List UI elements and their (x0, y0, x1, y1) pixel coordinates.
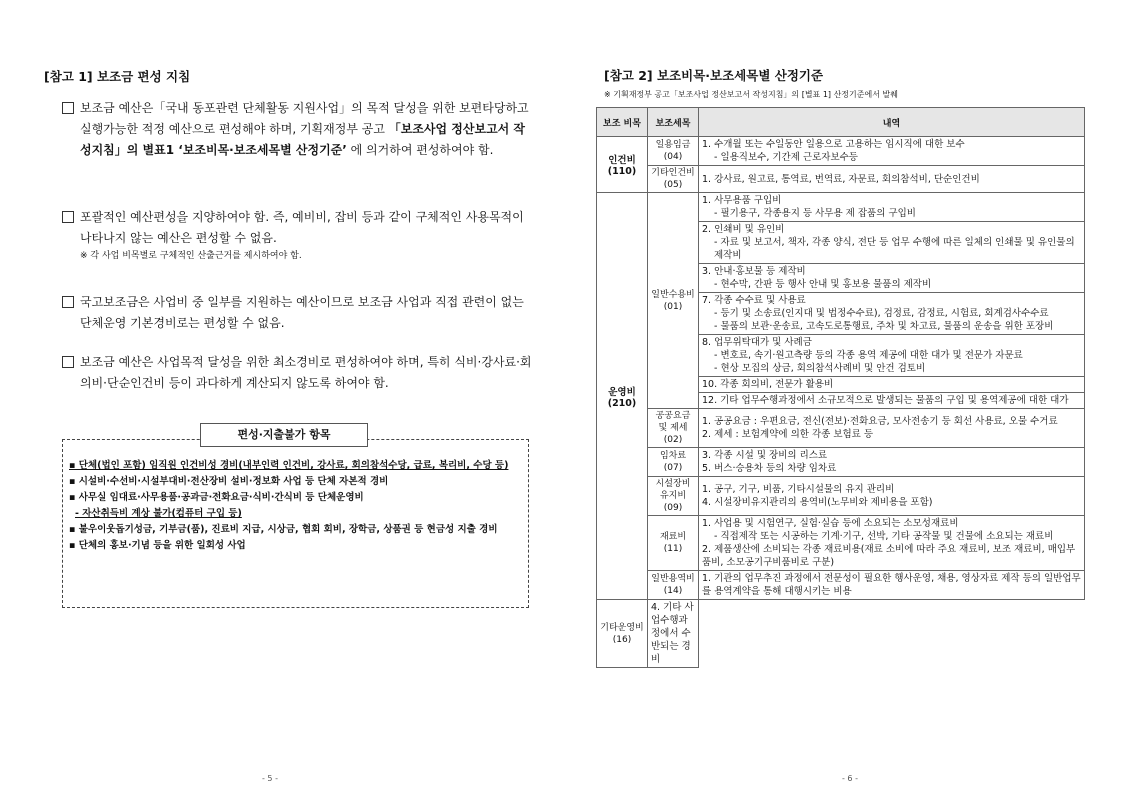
guideline-item-2 (62, 207, 532, 263)
sub-cell: 일용임금 (04) (648, 137, 699, 166)
page-number: - 5 - (262, 774, 278, 783)
detail-cell (699, 448, 1085, 477)
right-page (560, 0, 1121, 793)
sub-cell: 임차료 (07) (648, 448, 699, 477)
detail-cell: 12. 기타 업무수행과정에서 소규모적으로 발생되는 물품의 구입 및 용역제공에 대한 대가 (699, 393, 1085, 409)
checkbox-square-icon (62, 356, 74, 368)
sub-cell: 기타운영비 (16) (597, 600, 648, 668)
table-row (597, 600, 1085, 668)
detail-line: 1. 사무용품 구입비 (702, 195, 782, 206)
guideline-2-text: 포괄적인 예산편성을 지양하여야 함. 즉, 예비비, 잡비 등과 같이 구체적인 사용목적이 나타나지 않는 예산은 편성할 수 없음. (80, 210, 524, 245)
detail-line: - 현수막, 간판 등 행사 안내 및 홍보용 물품의 제작비 (714, 279, 932, 290)
table-row (597, 477, 1085, 516)
checkbox-square-icon (62, 102, 74, 114)
cat-operation: 운영비 (210) (597, 193, 648, 600)
sub-cell: 공공요금 및 제세(02) (648, 409, 699, 448)
restricted-item: ▪ 불우이웃돕기성금, 기부금(품), 진료비 지급, 시상금, 협회 회비, 장학금, 상품권 등 현금성 지출 경비 (69, 524, 498, 535)
guideline-2-note: ※ 각 사업 비목별로 구체적인 산출근거를 제시하여야 함. (80, 251, 302, 261)
section-title-guidelines: [참고 1] 보조금 편성 지침 (44, 69, 191, 84)
detail-cell (699, 222, 1085, 264)
table-header-row (597, 108, 1085, 137)
guideline-item-3 (62, 292, 532, 334)
detail-cell (699, 409, 1085, 448)
detail-line: 8. 업무위탁대가 및 사례금 (702, 337, 812, 348)
detail-line: 1. 공구, 기구, 비품, 기타시설물의 유지 관리비 (702, 484, 895, 495)
detail-line: 2. 인쇄비 및 유인비 (702, 224, 785, 235)
header-detail: 내역 (699, 108, 1085, 137)
detail-cell: 1. 강사료, 원고료, 통역료, 번역료, 자문료, 회의참석비, 단순인건비 (699, 166, 1085, 193)
sub-cell: 기타인건비 (05) (648, 166, 699, 193)
detail-cell: 4. 기타 사업수행과정에서 수반되는 경비 (648, 600, 699, 668)
guideline-1-text-bold: 「보조사업 정산보고서 작성지침」의 별표1 ‘보조비목·보조세목별 산정기준’ (80, 122, 526, 157)
detail-cell (699, 193, 1085, 222)
cat-personnel: 인건비 (110) (597, 137, 648, 193)
detail-line: - 등기 및 소송료(인지대 및 법정수수료), 검정료, 감정료, 시험료, 회계검사수수료 (714, 308, 1049, 319)
detail-line: 1. 공공요금 : 우편요금, 전신(전보)·전화요금, 모사전송기 등 회선 사용료, 오물 수거료 (702, 416, 1058, 427)
page-number: - 6 - (842, 774, 858, 783)
guideline-1-text-a: 보조금 예산은「국내 동포관련 단체활동 지원사업」의 목적 달성을 위한 보편타당하고 실행가능한 적정 예산으로 편성해야 하며, 기획재정부 공고 (80, 101, 529, 136)
detail-line: - 직접제작 또는 시공하는 기계·기구, 선박, 기타 공작물 및 건물에 소요되는 재료비 (714, 531, 1054, 542)
restricted-item: ▪ 단체(법인 포함) 임직원 인건비성 경비(내부인력 인건비, 강사료, 회의참석수당, 급료, 복리비, 수당 등) (69, 460, 509, 471)
detail-cell (699, 335, 1085, 377)
detail-line: 2. 제품생산에 소비되는 각종 재료비용(재료 소비에 따라 주요 재료비, 보조 재료비, 매입부품비, 소모공기구비품비로 구분) (702, 544, 1076, 568)
detail-line: 1. 수개월 또는 수일동안 일용으로 고용하는 임시직에 대한 보수 (702, 139, 965, 150)
guideline-item-4 (62, 352, 532, 394)
table-row (597, 193, 1085, 222)
guideline-4-text: 보조금 예산은 사업목적 달성을 위한 최소경비로 편성하여야 하며, 특히 식비·강사료·회의비·단순인건비 등이 과다하게 계산되지 않도록 하여야 함. (80, 355, 532, 390)
detail-line: 3. 각종 시설 및 장비의 리스료 (702, 450, 828, 461)
left-page (0, 0, 560, 793)
guideline-item-1 (62, 98, 532, 161)
sub-cell: 일반수용비 (01) (648, 193, 699, 409)
restricted-items-list (69, 458, 524, 554)
restricted-item: ▪ 사무실 임대료·사무용품·공과금·전화요금·식비·간식비 등 단체운영비 (69, 492, 364, 503)
restricted-item: - 자산취득비 계상 불가(컴퓨터 구입 등) (75, 508, 242, 519)
detail-line: - 자료 및 보고서, 책자, 각종 양식, 전단 등 업무 수행에 따른 일체의 인쇄물 및 유인물의 제작비 (714, 237, 1075, 261)
restricted-items-title: 편성·지출불가 항목 (200, 423, 368, 447)
guideline-3-text: 국고보조금은 사업비 중 일부를 지원하는 예산이므로 보조금 사업과 직접 관련이 없는 단체운영 기본경비로는 편성할 수 없음. (80, 295, 524, 330)
detail-line: - 일용직보수, 기간제 근로자보수등 (714, 152, 858, 163)
header-cat: 보조 비목 (597, 108, 648, 137)
restricted-item: ▪ 시설비·수선비·시설부대비·전산장비 설비·정보화 사업 등 단체 자본적 경비 (69, 476, 389, 487)
guideline-1-text-c: 에 의거하여 편성하여야 함. (350, 143, 494, 157)
criteria-table (596, 107, 1085, 668)
checkbox-square-icon (62, 296, 74, 308)
checkbox-square-icon (62, 211, 74, 223)
detail-line: 2. 제세 : 보험계약에 의한 각종 보험료 등 (702, 429, 874, 440)
table-row (597, 448, 1085, 477)
source-note: ※ 기획재정부 공고「보조사업 정산보고서 작성지침」의 [별표 1] 산정기준에서 발췌 (604, 90, 898, 99)
detail-line: 4. 시설장비유지관리의 용역비(노무비와 제비용을 포함) (702, 497, 933, 508)
detail-line: 1. 사업용 및 시험연구, 실험·실습 등에 소요되는 소모성재료비 (702, 518, 959, 529)
detail-cell: 1. 기관의 업무추진 과정에서 전문성이 필요한 행사운영, 채용, 영상자료 제작 등의 일반업무를 용역계약을 통해 대행시키는 비용 (699, 571, 1085, 600)
detail-cell (699, 264, 1085, 293)
detail-cell: 10. 각종 회의비, 전문가 활용비 (699, 377, 1085, 393)
sub-cell: 시설장비 유지비(09) (648, 477, 699, 516)
detail-line: 5. 버스·승용차 등의 차량 임차료 (702, 463, 837, 474)
restricted-items-box (62, 428, 529, 608)
table-row (597, 409, 1085, 448)
detail-cell (699, 137, 1085, 166)
detail-line: - 변호료, 속기·원고측량 등의 각종 용역 제공에 대한 대가 및 전문가 자문료 (714, 350, 1023, 361)
detail-cell (699, 516, 1085, 571)
detail-line: - 물품의 보관·운송료, 고속도로통행료, 주차 및 차고료, 물품의 운송을 위한 포장비 (714, 321, 1054, 332)
detail-line: - 현상 모집의 상금, 회의참석사례비 및 안건 검토비 (714, 363, 926, 374)
table-row (597, 516, 1085, 571)
table-row (597, 571, 1085, 600)
section-title-criteria: [참고 2] 보조비목·보조세목별 산정기준 (604, 68, 824, 83)
table-row (597, 166, 1085, 193)
detail-line: 3. 안내·홍보물 등 제작비 (702, 266, 806, 277)
detail-cell (699, 477, 1085, 516)
header-sub: 보조세목 (648, 108, 699, 137)
sub-cell: 일반용역비 (14) (648, 571, 699, 600)
sub-cell: 재료비 (11) (648, 516, 699, 571)
detail-cell (699, 293, 1085, 335)
table-row (597, 137, 1085, 166)
detail-line: - 필기용구, 각종용지 등 사무용 제 잡품의 구입비 (714, 208, 916, 219)
detail-line: 7. 각종 수수료 및 사용료 (702, 295, 806, 306)
restricted-item: ▪ 단체의 홍보·기념 등을 위한 일회성 사업 (69, 540, 246, 551)
